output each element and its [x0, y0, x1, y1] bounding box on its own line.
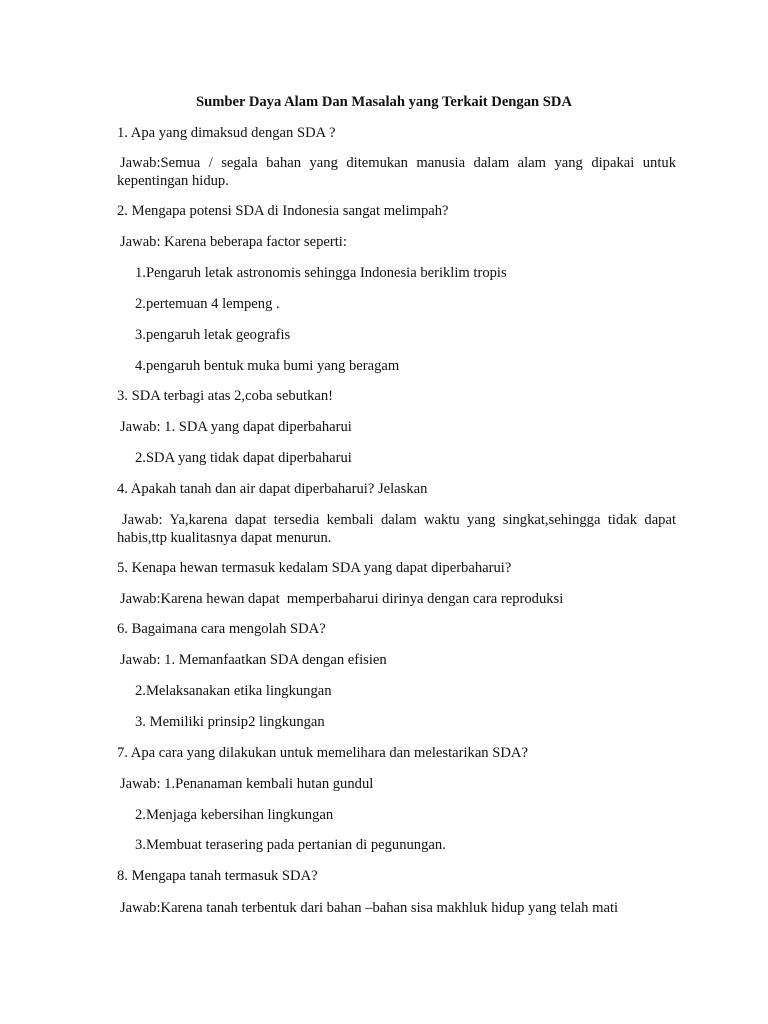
answer-7: Jawab: 1.Penanaman kembali hutan gundul: [120, 776, 374, 792]
answer-2-item: 4.pengaruh bentuk muka bumi yang beragam: [135, 358, 400, 374]
document-title: Sumber Daya Alam Dan Masalah yang Terkait Dengan SDA: [196, 94, 572, 110]
answer-2: Jawab: Karena beberapa factor seperti:: [120, 234, 347, 250]
answer-2-item: 1.Pengaruh letak astronomis sehingga Indonesia beriklim tropis: [135, 265, 507, 281]
answer-6-item: 2.Melaksanakan etika lingkungan: [135, 683, 332, 699]
question-5: 5. Kenapa hewan termasuk kedalam SDA yang dapat diperbaharui?: [117, 560, 512, 576]
answer-6-item: 3. Memiliki prinsip2 lingkungan: [135, 714, 325, 730]
answer-3: Jawab: 1. SDA yang dapat diperbaharui: [120, 419, 352, 435]
answer-3-item: 2.SDA yang tidak dapat diperbaharui: [135, 450, 352, 466]
answer-1: Jawab:Semua / segala bahan yang ditemukan manusia dalam alam yang dipakai untuk kepentingan hidup.: [117, 155, 676, 189]
question-4: 4. Apakah tanah dan air dapat diperbaharui? Jelaskan: [117, 481, 428, 497]
answer-6: Jawab: 1. Memanfaatkan SDA dengan efisien: [120, 652, 387, 668]
answer-7-item: 2.Menjaga kebersihan lingkungan: [135, 807, 334, 823]
answer-5: Jawab:Karena hewan dapat memperbaharui dirinya dengan cara reproduksi: [120, 591, 564, 607]
question-8: 8. Mengapa tanah termasuk SDA?: [117, 868, 318, 884]
answer-8: Jawab:Karena tanah terbentuk dari bahan –bahan sisa makhluk hidup yang telah mati: [120, 900, 619, 916]
answer-7-item: 3.Membuat terasering pada pertanian di pegunungan.: [135, 837, 446, 853]
question-7: 7. Apa cara yang dilakukan untuk memelihara dan melestarikan SDA?: [117, 745, 528, 761]
question-6: 6. Bagaimana cara mengolah SDA?: [117, 621, 326, 637]
question-3: 3. SDA terbagi atas 2,coba sebutkan!: [117, 388, 334, 404]
question-1: 1. Apa yang dimaksud dengan SDA ?: [117, 125, 336, 141]
answer-4: Jawab: Ya,karena dapat tersedia kembali dalam waktu yang singkat,sehingga tidak dapat habis,ttp kualitasnya dapat menurun.: [117, 512, 676, 546]
question-2: 2. Mengapa potensi SDA di Indonesia sangat melimpah?: [117, 203, 449, 219]
answer-2-item: 3.pengaruh letak geografis: [135, 327, 291, 343]
answer-2-item: 2.pertemuan 4 lempeng .: [135, 296, 280, 312]
